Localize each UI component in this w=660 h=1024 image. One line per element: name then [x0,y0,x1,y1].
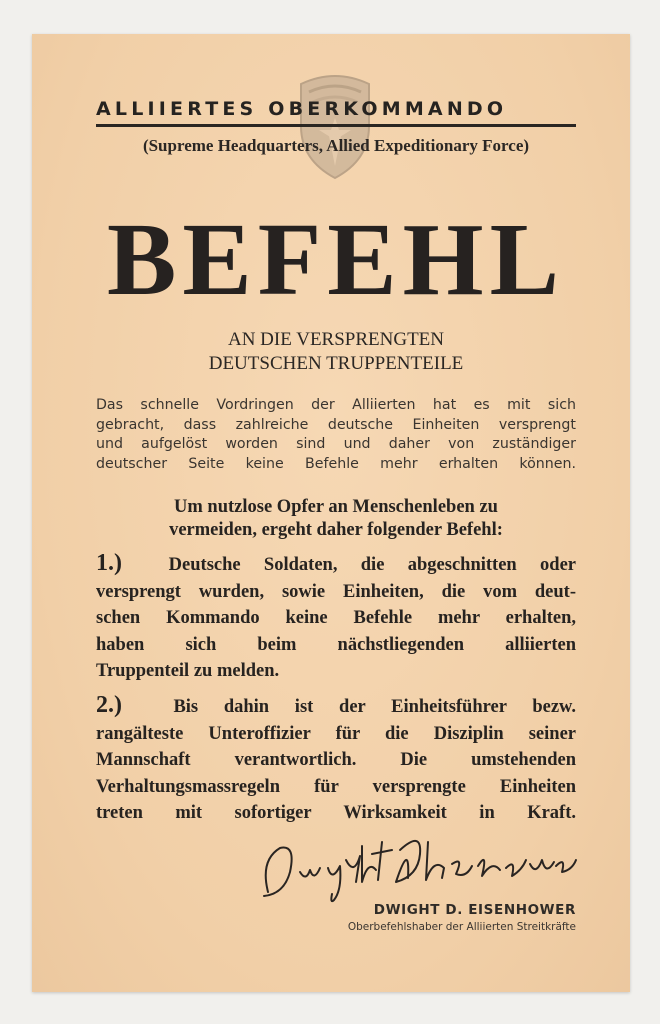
order-point-line [96,692,576,721]
intro-paragraph [96,396,576,474]
header-subtitle: (Supreme Headquarters, Allied Expeditionary Force) [142,136,530,155]
headline: BEFEHL [107,202,565,317]
order-point-text: Bis dahin ist der Einheitsführer bezw. [173,697,576,717]
subheadline [96,328,576,376]
emphasis-line-1: Um nutzlose Opfer an Menschenleben zu [174,497,498,517]
emphasis-paragraph [96,496,576,542]
order-point-line: Truppenteil zu melden. [96,661,280,681]
order-point-text: Deutsche Soldaten, die abgeschnitten oder [168,555,576,575]
order-point-line: versprengt wurden, sowie Einheiten, die vom deut- [96,581,576,602]
order-number: 1.) [96,550,122,576]
signatory-name: DWIGHT D. EISENHOWER [373,902,576,918]
intro-line: deutscher Seite keine Befehle mehr erhalten können. [96,455,576,472]
emphasis-line-2: vermeiden, ergeht daher folgender Befehl: [169,520,503,540]
order-point-2 [96,692,576,827]
signatory-role: Oberbefehlshaber der Alliierten Streitkräfte [347,921,576,933]
order-point-line: Mannschaft verantwortlich. Die umstehenden [96,750,576,770]
intro-line: und aufgelöst worden sind und daher von zuständiger [96,436,576,452]
header-title: ALLIIERTES OBERKOMMANDO [96,98,508,120]
order-point-line [96,550,576,579]
order-point-1 [96,550,576,685]
order-point-line: schen Kommando keine Befehle mehr erhalten, [96,608,576,628]
intro-line: Das schnelle Vordringen der Alliierten hat es mit sich [96,397,576,413]
subheadline-line-2: DEUTSCHEN TRUPPENTEILE [208,353,464,374]
subheadline-line-1: AN DIE VERSPRENGTEN [227,329,445,350]
order-number: 2.) [96,692,122,718]
header-rule [96,124,576,127]
handwritten-signature [250,820,580,910]
order-point-line: Verhaltungsmassregeln für versprengte Einheiten [96,776,576,797]
order-point-line: treten mit sofortiger Wirksamkeit in Kraft. [96,803,576,823]
order-point-line: haben sich beim nächstliegenden alliierten [96,634,576,655]
intro-line: gebracht, dass zahlreiche deutsche Einheiten versprengt [96,416,576,433]
order-point-line: rangälteste Unteroffizier für die Disziplin seiner [96,723,576,744]
